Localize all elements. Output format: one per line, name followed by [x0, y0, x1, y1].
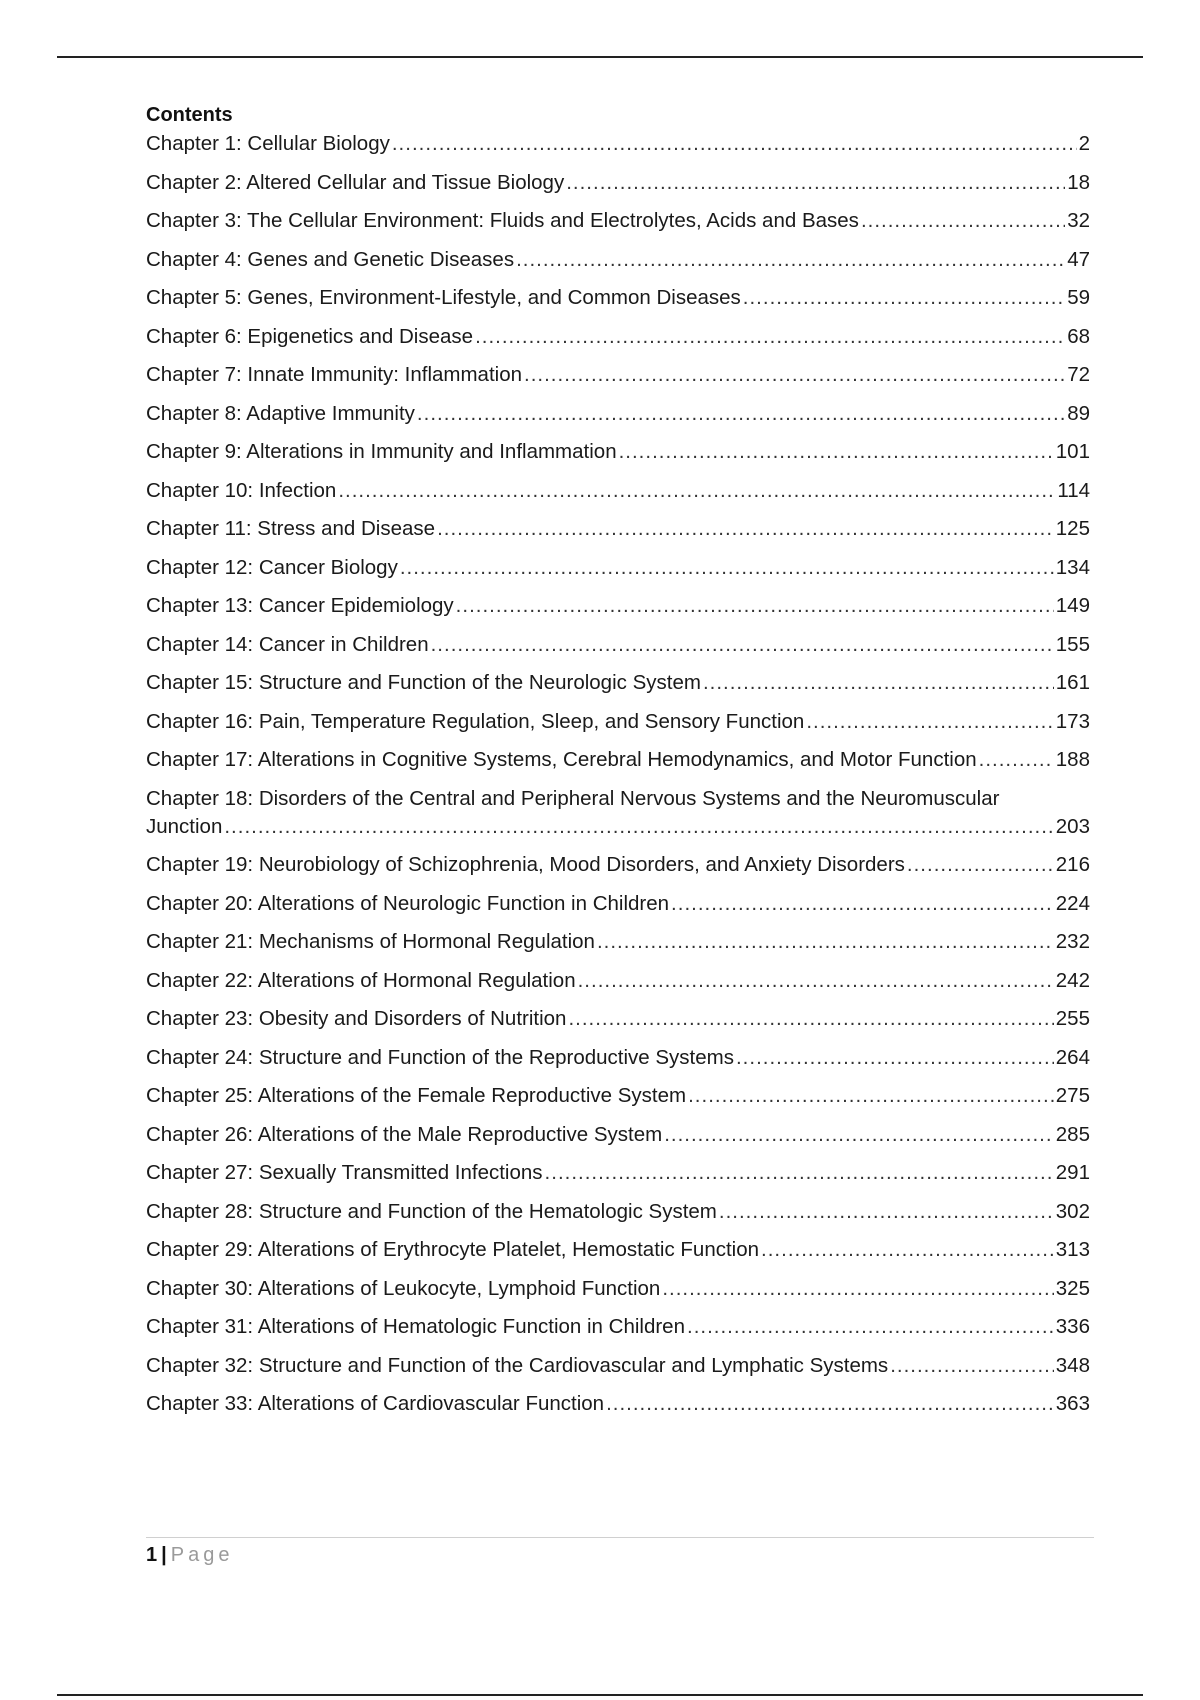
page-footer — [146, 1537, 1094, 1568]
toc-entry-page: 232 — [1055, 930, 1090, 953]
toc-entry-title: Chapter 23: Obesity and Disorders of Nutrition — [146, 1007, 567, 1030]
toc-entry-page: 336 — [1055, 1315, 1090, 1338]
dot-leader — [431, 631, 1054, 659]
toc-entry[interactable] — [146, 928, 1090, 956]
toc-entry-page: 89 — [1067, 401, 1090, 425]
dot-leader — [606, 1390, 1054, 1418]
toc-entry-title: Chapter 5: Genes, Environment-Lifestyle, and Common Diseases — [146, 286, 741, 309]
footer-page-word: Page — [170, 1544, 234, 1566]
toc-entry-title: Chapter 33: Alterations of Cardiovascular Function — [146, 1392, 605, 1415]
toc-entry[interactable] — [146, 323, 1090, 351]
toc-entry-page: 161 — [1055, 671, 1090, 694]
toc-entry-title: Chapter 15: Structure and Function of the Neurologic System — [146, 671, 701, 694]
toc-entry-title: Chapter 6: Epigenetics and Disease — [146, 324, 474, 348]
toc-entry-page: 264 — [1055, 1045, 1090, 1069]
toc-entry[interactable] — [146, 1313, 1090, 1341]
dot-leader — [719, 1198, 1054, 1226]
toc-entry-title: Chapter 32: Structure and Function of the Cardiovascular and Lymphatic Systems — [146, 1353, 889, 1377]
footer-page-number: 1 — [146, 1544, 158, 1566]
toc-entry[interactable] — [146, 1082, 1090, 1110]
toc-entry-title: Chapter 9: Alterations in Immunity and Inflammation — [146, 440, 617, 463]
toc-entry[interactable] — [146, 1390, 1090, 1418]
dot-leader — [688, 1082, 1054, 1110]
toc-entry-title: Chapter 10: Infection — [146, 478, 337, 502]
dot-leader — [890, 1352, 1054, 1380]
toc-entry-title: Chapter 28: Structure and Function of the Hematologic System — [146, 1199, 717, 1223]
toc-entry-page: 216 — [1055, 853, 1090, 876]
toc-entry-page: 242 — [1055, 968, 1090, 992]
toc-entry-title: Chapter 24: Structure and Function of the Reproductive Systems — [146, 1045, 734, 1069]
toc-entry-title: Chapter 22: Alterations of Hormonal Regulation — [146, 968, 576, 992]
toc-entry-title: Chapter 14: Cancer in Children — [146, 632, 429, 656]
toc-entry[interactable] — [146, 631, 1090, 659]
table-of-contents — [146, 100, 1090, 1429]
toc-entry[interactable] — [146, 554, 1090, 582]
toc-entry-title: Chapter 3: The Cellular Environment: Fluids and Electrolytes, Acids and Bases — [146, 209, 859, 232]
dot-leader — [568, 1005, 1053, 1033]
toc-entry-title: Chapter 21: Mechanisms of Hormonal Regulation — [146, 930, 595, 953]
toc-entry-page: 291 — [1055, 1161, 1090, 1184]
toc-entry[interactable] — [146, 284, 1090, 312]
dot-leader — [664, 1121, 1054, 1149]
dot-leader — [417, 400, 1065, 428]
toc-entry-title: Chapter 20: Alterations of Neurologic Function in Children — [146, 891, 670, 915]
toc-entry-title: Chapter 1: Cellular Biology — [146, 132, 390, 155]
dot-leader — [687, 1313, 1054, 1341]
toc-entry-page: 255 — [1055, 1007, 1090, 1030]
toc-entry-title: Chapter 4: Genes and Genetic Diseases — [146, 247, 515, 271]
toc-entry-page: 275 — [1055, 1084, 1090, 1107]
dot-leader — [861, 207, 1065, 235]
toc-entry-page: 173 — [1055, 709, 1090, 733]
dot-leader — [671, 890, 1054, 918]
toc-entry-page: 47 — [1067, 247, 1090, 271]
toc-entry-page: 134 — [1055, 555, 1090, 579]
toc-entry[interactable] — [146, 1005, 1090, 1033]
toc-entry[interactable] — [146, 130, 1090, 158]
toc-entry-page: 68 — [1067, 324, 1090, 348]
toc-entry[interactable] — [146, 438, 1090, 466]
toc-entry[interactable] — [146, 400, 1090, 428]
toc-entry-page: 363 — [1055, 1392, 1090, 1415]
dot-leader — [662, 1275, 1053, 1303]
toc-entry-page: 32 — [1067, 209, 1090, 232]
dot-leader — [338, 477, 1055, 505]
toc-entry[interactable] — [146, 1159, 1090, 1187]
toc-entry-title: Chapter 29: Alterations of Erythrocyte Platelet, Hemostatic Function — [146, 1238, 760, 1261]
dot-leader — [392, 130, 1077, 158]
dot-leader — [979, 746, 1054, 774]
toc-entry[interactable] — [146, 746, 1090, 774]
toc-entry[interactable] — [146, 477, 1090, 505]
bottom-rule — [57, 1694, 1143, 1696]
toc-entry[interactable] — [146, 246, 1090, 274]
toc-entry-page: 188 — [1055, 748, 1090, 771]
dot-leader — [524, 361, 1065, 389]
toc-entry-page: 125 — [1055, 517, 1090, 540]
toc-entry-page: 224 — [1055, 891, 1090, 915]
toc-entry[interactable] — [146, 1352, 1090, 1380]
toc-entry-page: 313 — [1055, 1238, 1090, 1261]
toc-entry-title: Chapter 25: Alterations of the Female Reproductive System — [146, 1084, 687, 1107]
toc-entry-page: 348 — [1055, 1353, 1090, 1377]
toc-entry-page: 155 — [1055, 632, 1090, 656]
toc-entry-title: Chapter 19: Neurobiology of Schizophrenia, Mood Disorders, and Anxiety Disorders — [146, 853, 905, 876]
dot-leader — [597, 928, 1054, 956]
dot-leader — [761, 1236, 1054, 1264]
dot-leader — [566, 169, 1065, 197]
toc-entry-title: Chapter 26: Alterations of the Male Reproductive System — [146, 1122, 663, 1146]
dot-leader — [703, 669, 1054, 697]
top-rule — [57, 56, 1143, 58]
toc-entry-page: 325 — [1055, 1276, 1090, 1300]
dot-leader — [437, 515, 1054, 543]
toc-entry[interactable] — [146, 708, 1090, 736]
toc-entry-title: Chapter 31: Alterations of Hematologic Function in Children — [146, 1315, 685, 1338]
dot-leader — [743, 284, 1065, 312]
dot-leader — [578, 967, 1054, 995]
toc-entry-page: 18 — [1067, 170, 1090, 194]
toc-entry-page: 285 — [1055, 1122, 1090, 1146]
toc-entry-page: 2 — [1078, 132, 1090, 155]
dot-leader — [545, 1159, 1054, 1187]
dot-leader — [806, 708, 1053, 736]
toc-list — [146, 130, 1090, 1418]
toc-entry[interactable] — [146, 967, 1090, 995]
toc-entry[interactable] — [146, 669, 1090, 697]
toc-entry[interactable] — [146, 785, 1090, 841]
dot-leader — [475, 323, 1065, 351]
toc-entry[interactable] — [146, 1121, 1090, 1149]
toc-entry[interactable] — [146, 1275, 1090, 1303]
toc-entry-title: Chapter 16: Pain, Temperature Regulation, Sleep, and Sensory Function — [146, 709, 805, 733]
toc-entry-page: 203 — [1055, 814, 1090, 838]
toc-entry-page: 72 — [1067, 363, 1090, 386]
toc-entry[interactable] — [146, 851, 1090, 879]
toc-entry-page: 302 — [1055, 1199, 1090, 1223]
toc-entry[interactable] — [146, 890, 1090, 918]
toc-entry-continuation — [146, 813, 1090, 841]
toc-entry-title: Chapter 12: Cancer Biology — [146, 555, 398, 579]
toc-entry-title: Chapter 17: Alterations in Cognitive Systems, Cerebral Hemodynamics, and Motor Function — [146, 748, 977, 771]
toc-entry[interactable] — [146, 207, 1090, 235]
dot-leader — [736, 1044, 1054, 1072]
dot-leader — [516, 246, 1065, 274]
dot-leader — [224, 813, 1053, 841]
toc-entry-title: Chapter 27: Sexually Transmitted Infections — [146, 1161, 543, 1184]
toc-entry-title: Chapter 30: Alterations of Leukocyte, Lymphoid Function — [146, 1276, 661, 1300]
toc-entry-title-continued: Junction — [146, 814, 223, 838]
toc-entry-title: Chapter 8: Adaptive Immunity — [146, 401, 415, 425]
toc-entry-title: Chapter 2: Altered Cellular and Tissue Biology — [146, 170, 565, 194]
toc-entry-page: 114 — [1057, 478, 1090, 502]
toc-entry[interactable] — [146, 1198, 1090, 1226]
dot-leader — [400, 554, 1054, 582]
toc-entry-page: 101 — [1055, 440, 1090, 463]
toc-entry[interactable] — [146, 592, 1090, 620]
toc-entry[interactable] — [146, 1044, 1090, 1072]
toc-entry-page: 149 — [1055, 594, 1090, 617]
toc-entry-title: Chapter 11: Stress and Disease — [146, 517, 436, 540]
toc-entry[interactable] — [146, 361, 1090, 389]
toc-entry[interactable] — [146, 1236, 1090, 1264]
toc-entry-title: Chapter 7: Innate Immunity: Inflammation — [146, 363, 523, 386]
dot-leader — [619, 438, 1054, 466]
dot-leader — [907, 851, 1054, 879]
contents-heading: Contents — [146, 104, 233, 126]
toc-entry[interactable] — [146, 515, 1090, 543]
toc-entry-title: Chapter 18: Disorders of the Central and Peripheral Nervous Systems and the Neuromuscular — [146, 786, 1000, 810]
toc-entry-page: 59 — [1067, 286, 1090, 309]
dot-leader — [456, 592, 1054, 620]
footer-separator: | — [161, 1544, 167, 1566]
toc-entry[interactable] — [146, 169, 1090, 197]
toc-entry-title: Chapter 13: Cancer Epidemiology — [146, 594, 454, 617]
